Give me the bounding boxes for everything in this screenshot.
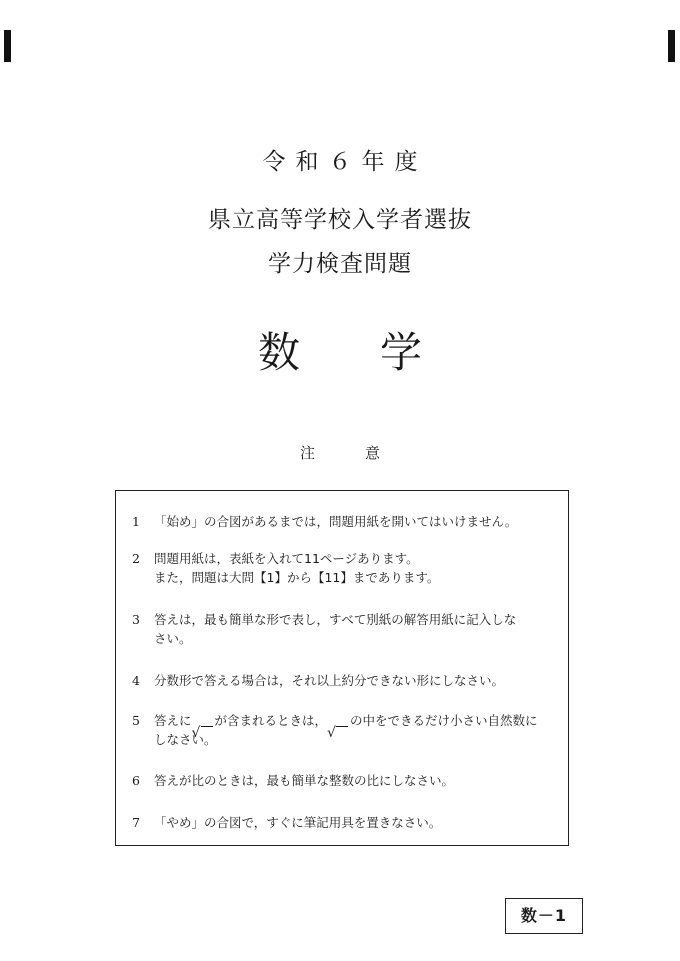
notice-item-text: 分数形で答える場合は，それ以上約分できない形にしなさい。 bbox=[154, 673, 505, 688]
notice-item-3 bbox=[132, 610, 562, 648]
notice-item-1 bbox=[132, 512, 562, 531]
notice-item-number: 4 bbox=[132, 673, 140, 688]
registration-mark-right bbox=[668, 30, 675, 62]
notice-text-fragment: の中をできるだけ小さい自然数に bbox=[350, 713, 538, 728]
notice-item-5 bbox=[132, 711, 562, 749]
notice-item-text: 答えは，最も簡単な形で表し，すべて別紙の解答用紙に記入しな bbox=[154, 612, 517, 627]
notice-item-6 bbox=[132, 771, 562, 790]
notice-item-number: 7 bbox=[132, 815, 140, 830]
subject-title: 数学 bbox=[257, 328, 502, 377]
notice-item-text: 「やめ」の合図で，すぐに筆記用具を置きなさい。 bbox=[154, 815, 442, 830]
notice-item-text-with-root bbox=[154, 711, 562, 730]
notice-item-2 bbox=[132, 549, 562, 587]
notice-item-number: 3 bbox=[132, 612, 140, 627]
notice-item-text: 問題用紙は，表紙を入れて11ページあります。 bbox=[154, 551, 419, 566]
notice-item-text: 答えが比のときは，最も簡単な整数の比にしなさい。 bbox=[154, 773, 455, 788]
notice-heading: 注意 bbox=[299, 444, 430, 462]
notice-item-text: 「始め」の合図があるまでは，問題用紙を開いてはいけません。 bbox=[154, 514, 518, 529]
notice-text-fragment: が含まれるときは， bbox=[214, 713, 328, 728]
page-number-box: 数－1 bbox=[505, 898, 583, 934]
notice-item-text: また，問題は大問【1】から【11】まであります。 bbox=[154, 570, 440, 585]
notice-box bbox=[115, 490, 569, 846]
notice-item-text: しなさい。 bbox=[154, 732, 217, 747]
notice-item-number: 6 bbox=[132, 773, 140, 788]
notice-item-number: 2 bbox=[132, 551, 140, 566]
exam-year: 令和６年度 bbox=[262, 149, 428, 175]
registration-mark-left bbox=[4, 30, 11, 62]
notice-item-text: さい。 bbox=[154, 631, 192, 646]
notice-item-number: 1 bbox=[132, 514, 140, 529]
notice-item-number: 5 bbox=[132, 713, 140, 728]
notice-item-7 bbox=[132, 813, 562, 832]
exam-subtitle: 学力検査問題 bbox=[268, 251, 412, 277]
notice-text-fragment: 答えに bbox=[154, 713, 192, 728]
notice-item-4 bbox=[132, 671, 562, 690]
exam-title: 県立高等学校入学者選抜 bbox=[208, 207, 472, 233]
